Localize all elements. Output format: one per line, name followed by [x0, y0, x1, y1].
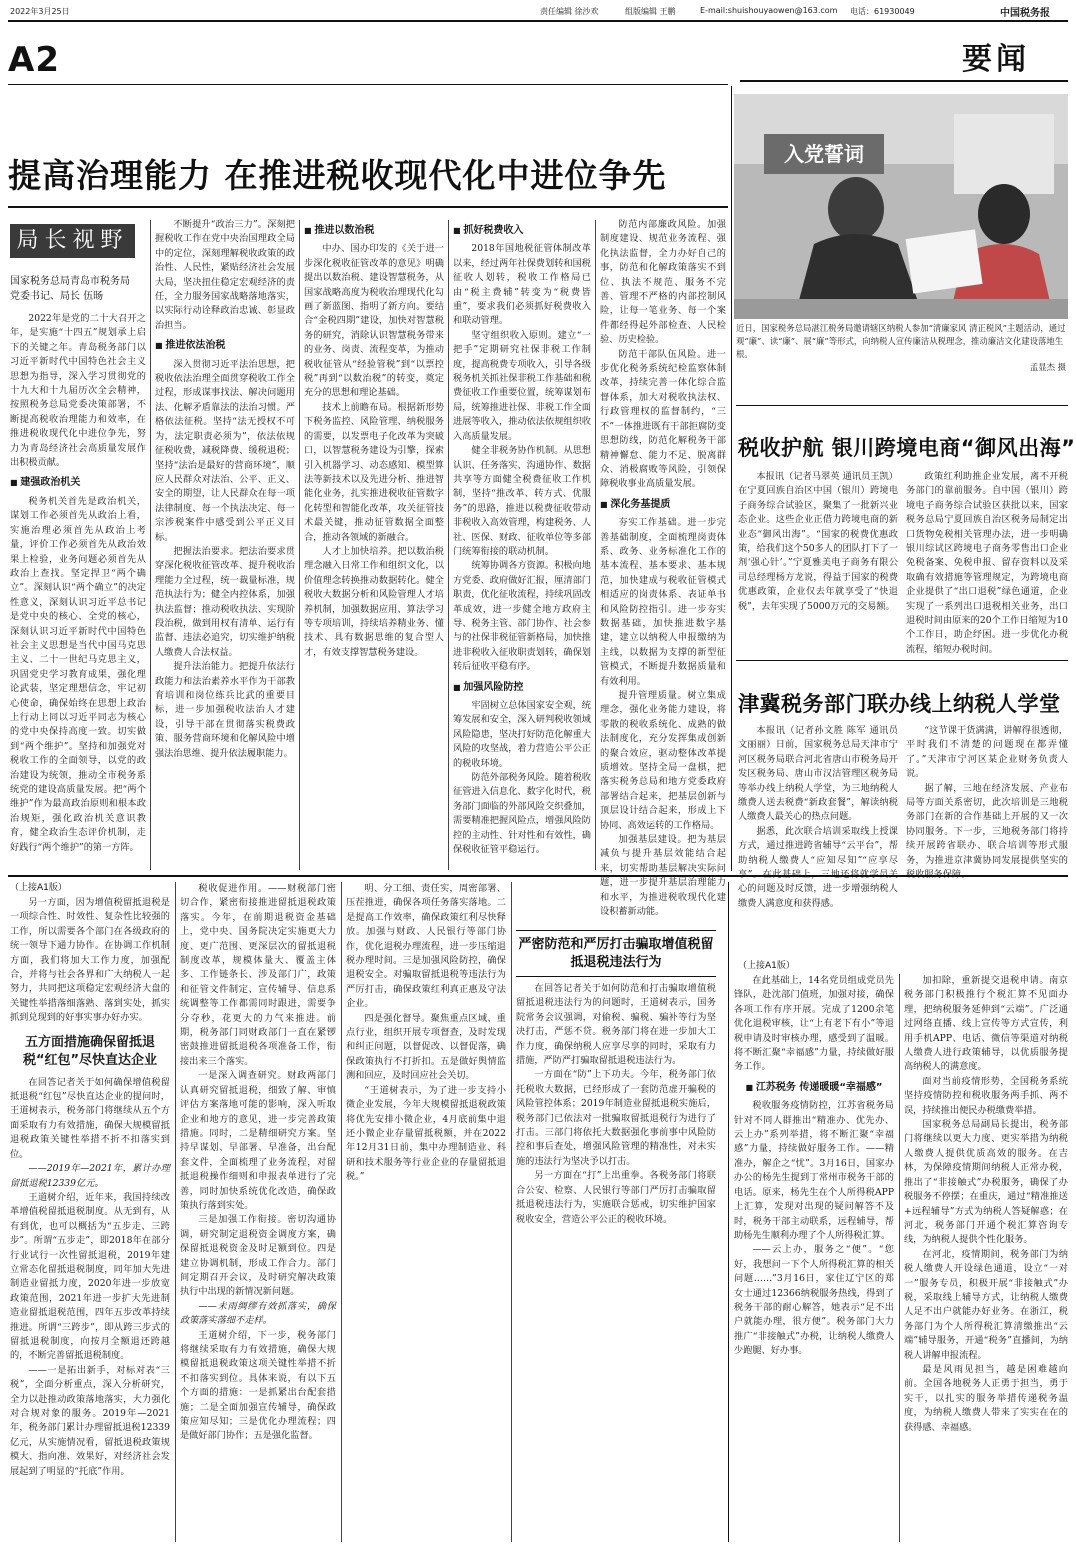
col-divider: [299, 220, 300, 870]
jump-text1c: ——一是拓出新手，对标对表“三税”，全面分析重点，深入分析研究，全力以赴推动政策落地落实，大力强化对合规对象的服务。2019年—2021年，税务部门累计办理留抵退税12339亿元，从实施情况看，留抵退税政策规模大、指向准、效果好，对经济社会发展起到了明显的“托底”作用。: [10, 1364, 170, 1477]
jump-col4-text2: 一方面在“防”上下功夫。今年，税务部门依托税收大数据，已经形成了一套防范虚开骗税的风险管控体系；2019年制造业留抵退税实施后，税务部门已依法对一批骗取留抵退税行为进行了打击。三部门将依托大数据强化事前事中风险防控和事后查处，增强风险管理的精准性，对未实施的违法行为坚决予以打击。: [516, 1069, 716, 1167]
lower-col-1: [10, 896, 170, 1542]
main-sec5-text3: 防范内部廉政风险。加强制度建设、规范业务流程、强化执法监督，全力办好自己的事，防范和化解政策落实不到位、执法不规范、服务不完善、管理不严格的内部控制风险，让每一笔业务、每一个案件都经得起外部检查、人民检验、历史检验。: [600, 219, 726, 346]
article2-text: 本报讯（记者马翠英 通讯员王凯）在宁夏回族自治区中国（银川）跨境电子商务综合试验区，聚集了一批新兴业态企业。这些企业正借力跨境电商的新业态“御风出海”。“国家的税费优惠政策，给我们这个50多人的团队打下了一剂‘强心针’。”宁夏雅美电子商务有限公司总经理杨方龙说，得益于国家的税费优惠政策，企业仅去年就享受了“快退税”，去年实现了5000万元的交易额。: [738, 471, 898, 612]
byline-org: 国家税务总局青岛市税务局: [10, 276, 130, 287]
jump-col6-text2: 面对当前疫情形势，全国税务系统坚持疫情防控和税收服务两手抓、两不误，持续推出便民办税缴费举措。: [904, 1075, 1068, 1116]
lower-col-3: [346, 882, 506, 1542]
subhead2-rule-bottom: [516, 976, 716, 977]
section-label: 要闻: [962, 42, 1030, 77]
main-sub-5: ■ 加强风险防控: [453, 681, 591, 695]
photo-credit: 孟显杰 摄: [1029, 362, 1066, 372]
article2-text2: 政策红利助推企业发展，离不开税务部门的靠前服务。自中国（银川）跨境电子商务综合试验区获批以来，国家税务总局宁夏回族自治区税务局制定出口货物免税相关管理办法，进一步明确银川综试区跨境电子商务零售出口企业免税备案、免税申报、留存资料以及采取确有效措施等管理规定，为跨境电商企业提供了“出口退税”绿色通道，企业实现了一系列出口退税相关业务，出口退税时间由原来的20个工作日缩短为10个工作日，助企纾困。进一步优化办税流程，缩短办税时间。: [906, 471, 1068, 655]
lower-col-6: [904, 974, 1068, 1542]
jump-subhead-1: 五方面措施确保留抵退税“红包”尽快直达企业: [22, 1034, 158, 1068]
article3-col-1: [738, 724, 898, 909]
main-sec2-text: 深入贯彻习近平法治思想，把税收依法治理全面贯穿税收工作全过程，形成谋事找法、解决问题用法、化解矛盾靠法的法治习惯。严格依法征税。坚持“法无授权不可为，法定职责必须为”，依法依规征税收费，减税降费、缓税退税；坚持“法治是最好的营商环境”，顺应人民群众对法治、公平、正义、安全的期望，让人民群众在每一项法律制度、每一个执法决定、每一宗涉税案件中感受到公平正义目标。: [155, 358, 295, 543]
lower-col-2: [180, 882, 336, 1542]
col-divider: [175, 882, 176, 1542]
article2-col-1: [738, 470, 898, 646]
col-divider: [448, 220, 449, 870]
masthead-editor: 责任编辑 徐沙欢: [540, 7, 599, 16]
main-sec2-text2: 把握法治要求。把法治要求贯穿深化税收征管改革、提升税收治理能力全过程，统一裁量标准，规范执法行为；健全内控体系，加强执法监督；推动税收执法、实现阶段治税，做到用权有清单、运行有监督、违法必追究，切实维护纳税人缴费人合法权益。: [155, 545, 295, 658]
article3-headline: 津冀税务部门联办线上纳税人学堂: [738, 692, 1061, 716]
page-number: A2: [8, 40, 60, 80]
photo-caption: [736, 322, 1066, 374]
right-block-divider: [731, 86, 732, 871]
article3-text2: 据悉，此次联合培训采取线上授课方式，通过推进跨省辅导“云平台”，帮助纳税人缴费人“应知尽知”“应享尽 心的问题及时反馈，进一步增强纳税人缴费人满意度和获得感。: [738, 825, 898, 909]
jump-col5-text: 在此基础上，14名党员组成党员先锋队，赴沈部门值班，加强对接，确保各项工作有序开展。完成了1200余笔优化退税审核，让“上有老下有小”等退税申请及时审核办理，感受到了温暖。将不断汇聚“幸福感”力量，持续做好服务工作。: [734, 975, 894, 1073]
masthead-phone: 电话：61930049: [850, 7, 915, 16]
article2-col-2: [906, 470, 1068, 655]
jump-label-left: （上接A1版）: [10, 883, 67, 893]
main-sec3-text2: 技术上前瞻布局。根据新形势下税务监控、风险管理、纳税服务的需要，以发票电子化改革为突破口，以智慧税务建设为引擎，探索引入机器学习、动态感知、模型算法等新技术以及先进分析、推进智能化业务，扎实推进税收征管数字化转型和智能化改革，攻关征管技术最关键，推动征管数据全面整合，推动各领域的新融合。: [304, 401, 444, 543]
main-sec5-text: 牢固树立总体国家安全观，统筹发展和安全，深入研判税收领域风险隐患，坚决打好防范化解重大风险的攻坚战，着力营造公平公正的税收环境。: [453, 700, 591, 769]
jump-col2-text: 税收促进作用。——财税部门密切合作，紧密衔接推进留抵退税政策落实。今年，在前期退税资金基础上，党中央、国务院决定实施更大力度、更广范围、更深层次的留抵退税制度改革，规模体量大、覆盖主体多、工作链条长、涉及部门广，政策和征管文件制定、宣传辅导、信息系统调整等工作都需同时跟进，需要争分夺秒，花更大的力气来推进。前期，税务部门同财政部门一直在紧锣密鼓推进留抵退税各项准备工作，衔接出来三个落实。: [180, 883, 336, 1067]
col-divider: [511, 882, 512, 1542]
main-sec2-text3: 提升法治能力。把提升依法行政能力和法治素养水平作为干部教育培训和岗位练兵比武的重要目标，进一步加强税收法治人才建设，引导干部在贯彻落实税费政策、服务营商环境和化解风险中增强法治思维、提升依法履职能力。: [155, 661, 295, 759]
top-rule: [8, 20, 1068, 22]
jump-col5-sub: ■ 江苏税务 传递暖暖“幸福感”: [734, 1081, 894, 1095]
col-divider: [899, 974, 900, 1542]
main-sec4-text: 2018年国地税征管体制改革以来，经过两年社保费划转和国税征收人划转，税收工作格局已由“税主费辅”转变为“税费皆重”，要求我们必须抓好税费收入和联动管理。: [453, 243, 591, 327]
article3-rule: [736, 660, 1068, 661]
main-col-5: [600, 218, 726, 918]
main-sec5-text2: 防范外部税务风险。随着税收征管进入信息化、数字化时代，税务部门面临的外部风险交织叠加，需要精准把握风险点，增强风险防控的主动性、针对性和有效性，确保税收征管平稳运行。: [453, 772, 591, 856]
main-sec6-text: 夯实工作基础。进一步完善基础制度，全面梳理岗责体系、政务、业务标准化工作的基本流程、基本要求、基本规范，加快建成与税收征管模式相适应的岗责体系、表证单书和风险防控指引。进一步夯实数据基础，加快推进数字基建，建立以纳税人申报缴纳为主线，以数据为支撑的新型征管模式，不断提升数据质量和有效利用。: [600, 517, 726, 687]
jump-col2-text3: 三是加强工作衔接。密切沟通协调，研究制定退税资金调度方案，确保留抵退税资金及时足额到位。四是建立协调机制，形成工作合力。部门间定期召开会议，及时研究解决政策执行中出现的新情况新问题。: [180, 1214, 336, 1298]
column-label: 局长视野: [10, 224, 135, 258]
main-sub-4: ■ 抓好税费收入: [453, 224, 591, 238]
main-sec5-text4: 防范干部队伍风险。进一步优化税务系统纪检监察体制改革，持续完善一体化综合监督体系，加大对税收执法权、行政管理权的监督制约，“三不”一体推进既有干部拒腐防变思想防线，防范化解税务干部精神懈怠、能力不足、脱离群众、消极腐败等风险，引领保障税收事业高质量发展。: [600, 348, 726, 490]
main-col-1: [10, 312, 146, 872]
jump-label-right: （上接A1版）: [738, 961, 795, 971]
main-sec6-text2: 提升管理质量。树立集成理念，强化业务能力建设，将零散的税收系统化、成熟的做法制度化，充分发挥集成创新的聚合效应，驱动整体改革提质增效。坚持全局一盘棋，把落实税务总局和地方党委政府部署结合起来，把基层创新与顶层设计结合起来，形成上下协同、高效运转的工作格局。: [600, 690, 726, 831]
col-divider: [595, 220, 596, 870]
main-sub-1: ■ 建强政治机关: [10, 476, 146, 490]
jump-text1b: 王道树介绍，近年来，我国持续改革增值税留抵退税制度。从无到有，从有到优，也可以概括为“五步走、三跨步”。所谓“五步走”，即2018年在部分行业试行一次性留抵退税，2019年建立常态化留抵退税制度，同年加大先进制造业留抵力度，2020年进一步放宽政策范围，2021年进一步扩大先进制造业留抵退税范围，四年五步改革持续推进。所谓“三跨步”，即从跨三步式的留抵退税制度，向按月全额退还跨越的，不断完善留抵退税制度。: [10, 1191, 170, 1362]
main-sub-6: ■ 深化务基提质: [600, 498, 726, 512]
jump-text-left: 另一方面，因为增值税留抵退税是一项综合性、时效性、复杂性比较强的工作，所以需要各个部门在各级政府的统一领导下通力协作。在协调工作机制方面，我们将加大工作力度，加强配合，并将与社会各界和广大纳税人一起努力，共同把这项稳定宏观经济大盘的关键性举措落细落熟、落到实处，抓实抓到兑现到的好事实事办好办实。: [10, 897, 170, 1024]
main-sub-3: ■ 推进以数治税: [304, 224, 444, 238]
lower-col-5: [734, 974, 894, 1542]
jump-stat1: ——2019年—2021年，累计办理留抵退税12339亿元。: [10, 1163, 170, 1189]
jump-text1: 在回答记者关于如何确保增值税留抵退税“红包”尽快直达企业的提问时，王道树表示，税务部门将继续从五个方面采取有力有效措施，确保大规模留抵退税政策关键性举措不折不扣落实到位。: [10, 1076, 170, 1160]
main-sec4-text3: 健全非税务协作机制。从思想认识、任务落实、沟通协作、数据共享等方面健全税费征收工作机制，坚持“推改革、转方式、优服务”的思路，推进以税费征收带动非税收入高效管理，构建税务、人社、医保、财政、征收单位等多部门统筹衔接的联动机制。: [453, 445, 591, 557]
jump-col2-text2: 一是深入调查研究。财政两部门认真研究留抵退税，细致了解、审慎评估方案落地可能的影响，深入听取企业和地方的意见，进一步完善政策措施。同时，二是精细研究方案。坚持早谋划、早部署、早准备，出台配套文件，全面梳理了业务流程，对留抵退税操作细则和申报表单进行了完善，同时加快系统优化改造，确保政策执行落到实处。: [180, 1070, 336, 1211]
masthead: [0, 0, 1076, 20]
main-col-4: [453, 218, 591, 870]
photo-caption-text: 近日，国家税务总局湛江税务局邀请辖区纳税人参加“清廉家风 清正税风”主题活动，通过观“廉”、读“廉”、展“廉”等形式，向纳税人宣传廉洁从税理念，推动廉洁文化建设落地生根。: [736, 323, 1066, 359]
jump-col3-text2: 四是强化督导。聚焦重点区域、重点行业，组织开展专项督查，及时发现和纠正问题，以督促改、以督促落，确保政策执行不打折扣。五是做好舆情监测和回应，及时回应社会关切。: [346, 1012, 506, 1082]
jump-col4-text: 在回答记者关于如何防范和打击骗取增值税留抵退税违法行为的问题时，王道树表示，国务院常务会议强调，对偷税、骗税、骗补等行为坚决打击，严惩不贷。税务部门将在进一步加大工作力度，确保纳税人应享尽享的同时，采取有力措施，严防严打骗取留抵退税违法行为。: [516, 983, 716, 1067]
jump-subhead-2: 严密防范和严厉打击骗取增值税留抵退税违法行为: [518, 937, 714, 970]
main-col-2: [155, 218, 295, 870]
headline-rule: [8, 206, 728, 208]
jump-col2-sub: ——未雨绸缪有效抓落实，确保政策落实落细不走样。: [180, 1300, 336, 1327]
main-col-3: [304, 218, 444, 870]
jump-col5-text2: 税收服务疫情防控，江苏省税务局针对不同人群推出“精准办、优先办、云上办”系列举措，将不断汇聚“幸福感”力量，持续做好服务工作。——精准办，解企之“忧”。3月16日，国家办办公的杨先生提到丁常州市税务干部的电话。原来，杨先生在个人所得税APP上汇算，发现对出现的疑问解答不及时，税务干部主动联系，远程辅导，帮助杨先生顺利办理了个人所得税汇算。: [734, 1100, 894, 1241]
article3-text4: 据了解，三地在经济发展、产业布局等方面关系密切，此次培训是三地税务部门在新的合作基础上开展的又一次协同服务。下一步，三地税务部门将持续开展跨省联办、联合培训等形式服务，为推进京津冀协同发展提供坚实的: [906, 782, 1068, 866]
jump-col4-text3: 另一方面在“打”上出重拳。各税务部门将联合公安、检察、人民银行等部门严厉打击骗取留抵退税违法行为，实施联合惩戒，切实维护国家税收安全，营造公平公正的税收环境。: [516, 1170, 716, 1225]
byline-person: 党委书记、局长 伍旸: [10, 291, 104, 302]
jump-col2-text4: 王道树介绍，下一步，税务部门将继续采取有力有效措施，确保大规模留抵退税政策这项关键性举措不折不扣落实到位。具体来说，有以下五个方面的措施：一是抓紧出台配套措施；二是全面加强宣传辅导，确保政策应知尽知；三是优化办理流程；四是做好部门协作；五是强化监督。: [180, 1329, 336, 1442]
main-sec1-text: 税务机关首先是政治机关，谋划工作必须首先从政治上看，实施治理必须首先从政治上考量，评价工作必须首先从政治效果上检验，业务问题必须首先从政治上查找。坚定捍卫“两个确立”。深刻认识“两个确立”的决定性意义，深刻认识习近平总书记是党中央的核心、全党的核心，深刻认识习近平新时代中国特色社会主义思想是当代中国马克思主义、二十一世纪马克思主义，巩固党史学习教育成果，强化理论武装，坚定理想信念，牢记初心使命，确保始终在思想上政治上行动上同以习近平同志为核心的党中央保持高度一致。切实做到“两个维护”。坚持和加强党对税收工作的全面领导，以党的政治建设为统领，推动全市税务系统党的建设高质量发展。把“两个维护”作为最高政治原则和根本政治规矩，强化政治机关意识教育，健全政治生态评价机制，走好践行“两个维护”的第一方阵。: [10, 495, 146, 853]
jump-col6-text: 加扣除，重新提交退税申请。南京税务部门积极推行个税汇算不见面办理，把纳税服务延伸到“云端”。广泛通过网络直播、线上宣传等方式宣传，利用手机APP、电话、微信等渠道对纳税人缴费人进行政策辅导，以优质服务提高纳税人的满意度。: [904, 975, 1068, 1073]
main-sec1-text2: 不断提升“政治三力”。深刻把握税收工作在党中央治国理政全局中的定位，深刻理解税收政策的政治性、人民性，紧贴经济社会发展大局，坚决扭住稳定宏观经济的责任，全力服务国家战略落地落实，以实际行动诠释政治忠诚、彰显政治担当。: [155, 219, 295, 331]
masthead-date: 2022年3月25日: [10, 7, 70, 16]
photo-sign-text: 入党誓词: [784, 142, 864, 166]
article3-col-2: [906, 724, 1068, 868]
masthead-paper: 中国税务报: [1000, 8, 1050, 19]
lower-col-4: [516, 982, 716, 1542]
main-sec4-text4: 统筹协调各方资源。积极向地方党委、政府做好汇报，厘清部门职责，优化征收流程，持续巩固改革成效，进一步健全地方政府主导、税务主管、部门协作、社会参与的社保非税征管新格局，加快推进非税收入征收职责划转，确保划转后征收平稳有序。: [453, 560, 591, 673]
section-rule: [740, 80, 1068, 82]
main-sub-2: ■ 推进依法治税: [155, 339, 295, 353]
col-divider: [341, 882, 342, 1542]
main-sec3-text3: 人才上加快培养。把以数治税理念融入日常工作和组织文化，以价值理念转换推动数据转化。健全税收大数据分析和风险管理人才培养机制，加强数据应用、算法学习等专项培训，持续培养精业务、懂技术、具有数据思维的复合型人才，有效支撑智慧税务建设。: [304, 545, 444, 658]
main-headline: 提高治理能力 在推进税收现代化中进位争先: [8, 156, 667, 195]
jump-col3-text3: “王道树表示，为了进一步支持小微企业发展，今年大规模留抵退税政策将优先安排小微企业，4月底前集中退还小微企业存量留抵税额，并在2022年12月31日前，集中办理制造业、科研和技术服务等行业企业的存量留抵退税。”: [346, 1084, 506, 1183]
article2-headline: 税收护航 银川跨境电商“御风出海”: [738, 436, 1076, 460]
masthead-email: E-mail:shuishouyaowen@163.com: [700, 6, 838, 15]
col-divider: [728, 882, 729, 1542]
col-divider: [150, 220, 151, 870]
main-sec4-text2: 坚守组织收入原则。建立“一把手”定期研究社保非税工作制度，提高税费专项收入，引导各级税务机关抓社保非税工作基础和税费征收工作重要位置，统筹谋划布局，统筹推进社保、非税工作全面进展等收入，推动依法依规组织收入高质量发展。: [453, 329, 591, 442]
jump-col3-text: 明、分工细、责任实，周密部署、压茬推进，确保各项任务落实落地。二是提高工作效率，确保政策红利尽快释放。加强与财政、人民银行等部门协作，优化退税办理流程，进一步压缩退税办理时间。三是加强风险防控，确保退税安全。对骗取留抵退税等违法行为严厉打击，确保政策红利真正惠及守法企业。: [346, 883, 506, 1010]
article3-text3: “这节课干货满满，讲解得很透彻，平时我们不清楚的问题现在都弄懂了。”天津市宁河区某企业财务负责人说。: [906, 725, 1068, 780]
photo-illustration: [734, 94, 1068, 319]
jump-col6-text5: 最是风雨见担当，越是困难越向前。全国各地税务人正勇于担当，勇于实干，以扎实的服务举措传递税务温度，为纳税人缴费人带来了实实在在的获得感、幸福感。: [904, 1363, 1068, 1433]
header-divider: [8, 84, 728, 85]
jump-col6-text4: 在河北，疫情期间，税务部门为纳税人缴费人开设绿色通道，设立“一对一”服务专员，积极开展“非接触式”办税，采取线上辅导方式，让纳税人缴费人足不出户就能办好业务。在浙江，税务部门为个人所得税汇算清缴推出“云端”辅导服务，开通“税务”直播间，为纳税人讲解申报流程。: [904, 1248, 1068, 1361]
byline: [10, 274, 140, 304]
jump-col5-text3: ——云上办，服务之“便”。“您好，我想问一下个人所得税汇算的相关问题……”3月16日，家住辽宁区的郑女士通过12366纳税服务热线，得到了税务干部的耐心解答，她表示“足不出户就能办理，很方便”。税务部门大力推广“非接触式”办税，让纳税人缴费人少跑腿、好办事。: [734, 1244, 894, 1357]
main-sec3-text: 中办、国办印发的《关于进一步深化税收征管改革的意见》明确提出以数治税、建设智慧税务，从国家战略高度为税收治理现代化勾画了新蓝图、指明了新方向。要结合“金税四期”建设，加快对智慧税务的研究，消除认识智慧税务带来的业务、岗责、流程变革，为推动税收征管从“经验管税”到“以票控税”再到“以数治税”的转变，奠定充分的思想和理论基础。: [304, 243, 444, 399]
article3-text: 本报讯（记者孙文胜 陈军 通讯员文丽丽）日前，国家税务总局天津市宁河区税务局联合河北省唐山市税务局开发区税务局、唐山市汉沽管理区税务局等举办线上纳税人学堂，为三地纳税人缴费人送去税费“新政套餐”，解读纳税人缴费人最关心的热点问题。: [738, 725, 898, 823]
masthead-layout: 组版编辑 王鹏: [625, 7, 676, 16]
main-intro: 2022年是党的二十大召开之年，是实施“十四五”规划承上启下的关键之年。青岛税务部门以习近平新时代中国特色社会主义思想为指导，深入学习贯彻党的十九大和十九届历次全会精神，按照税务总局党委决策部署，不断提高税收治理能力和效率，在推进税收现代化中进位争先，努力为青岛经济社会高质量发展作出积极贡献。: [10, 313, 146, 469]
news-photo: [734, 94, 1068, 319]
article2-rule: [736, 405, 1068, 406]
main-sec6-text3: 加强基层建设。把为基层减负与提升基层效能结合起来，切实帮助基层解决实际问题，进一步提升基层治理能力和水平，为推进税收现代化建设积蓄新动能。: [600, 834, 726, 918]
jump-col6-text3: 国家税务总局副局长提出，税务部门将继续以更大力度、更实举措为纳税人缴费人提供优质高效的服务。在吉林，为保障疫情期间纳税人正常办税，推出了“非接触式”办税服务，确保了办税服务不停摆；在重庆，通过“精准推送+远程辅导”方式为纳税人答疑解惑；在河北，税务部门开通个税汇算咨询专线，为纳税人提供个性化服务。: [904, 1119, 1068, 1246]
subhead2-rule-top: [516, 930, 716, 931]
lower-section-rule: [8, 875, 1068, 877]
